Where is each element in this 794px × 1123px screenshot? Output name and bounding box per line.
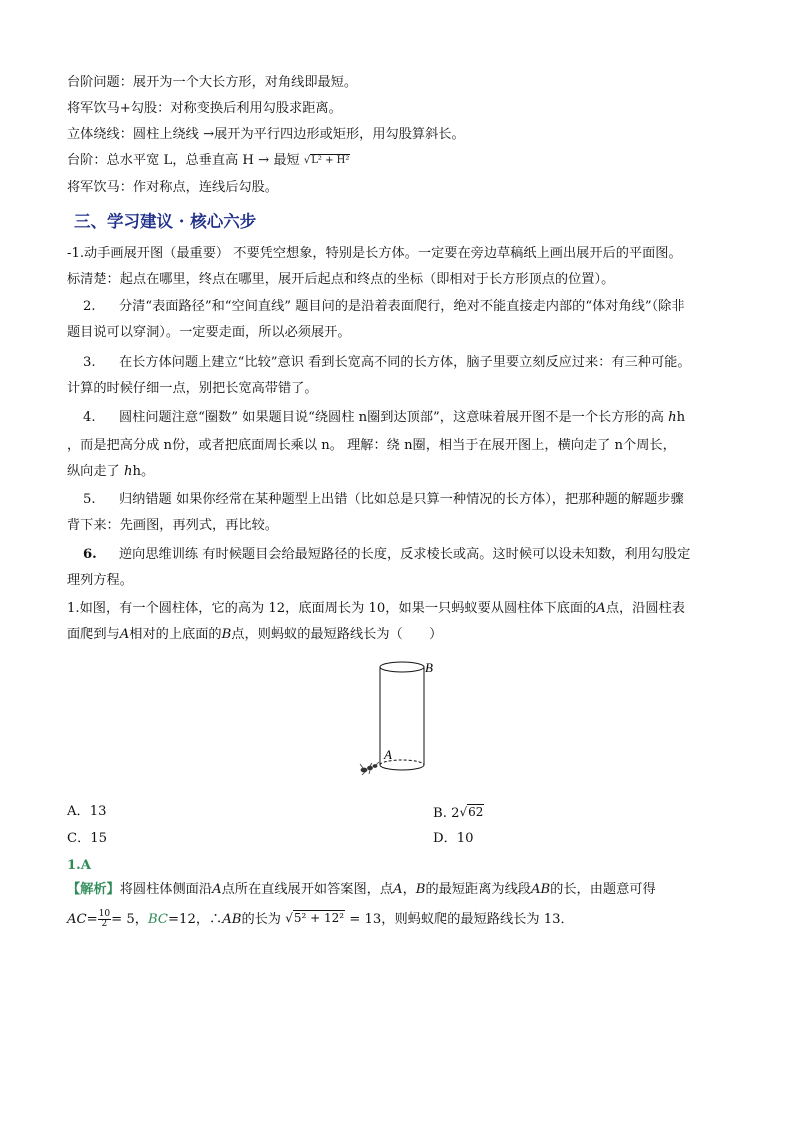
text-fragment: 点，沿圆柱表 [605,601,685,616]
sqrt-radicand: L² + H² [311,155,350,166]
text-line [67,151,727,171]
sqrt-radicand: 5² + 12² [293,911,345,925]
option-a: A．13 [67,804,107,819]
sqrt-formula: √5² + 12² [285,911,345,925]
step-4-line: ，而是把高分成 n份，或者把底面周长乘以 n。 理解：绕 n圈，相当于在展开图上，横向走了 n个周长， [67,438,676,453]
text-fragment: 点，则蚂蚁的最短路线长为（ ） [231,627,443,642]
text-fragment: = 5， [111,912,148,927]
step-4-line [67,462,727,482]
label-b: B [425,660,433,675]
text-fragment: =12，∴ [168,912,223,927]
section-title: 三、学习建议 · 核心六步 [74,212,257,231]
fraction-denominator: 2 [101,919,108,929]
step-2-line: 题目说可以穿洞）。一定要走面，所以必须展开。 [67,325,351,340]
text-fragment: ， [402,882,416,897]
text-fragment: 的长为 [241,912,281,927]
option-d: D．10 [433,831,474,846]
ant-icon [360,762,379,775]
step-5-line [83,490,743,510]
step-3-line [83,353,743,373]
sqrt-formula: √L² + H² [303,155,350,166]
step-number: 5. [83,492,96,507]
point-a: A [596,601,606,616]
step-2-line [83,297,743,317]
cylinder-figure [350,655,450,780]
step-1-line: 标清楚：起点在哪里，终点在哪里，展开后起点和终点的坐标（即相对于长方形顶点的位置）。 [67,272,615,287]
segment-ac: AC [67,912,87,927]
text-fragment: = 13，则蚂蚁爬的最短路线长为 13． [349,912,574,927]
text-line: 台阶问题：展开为一个大长方形，对角线即最短。 [67,75,358,90]
text-fragment: 的最短距离为线段 [425,882,531,897]
label-a: A [384,747,392,762]
text-fragment: h [676,410,686,425]
step-number: 6. [83,547,97,562]
variable-h: h [668,410,677,425]
text-fragment: 纵向走了 [67,464,124,479]
answer-label: 1.A [67,858,91,873]
step-number: 3. [83,355,96,370]
option-b [433,802,484,824]
text-fragment: 面爬到与 [67,627,120,642]
step-5-line: 背下来：先画图，再列式，再比较。 [67,518,278,533]
sqrt-formula: √62 [459,805,484,819]
text-line: 将军饮马：作对称点，连线后勾股。 [67,180,278,195]
analysis-line [67,880,727,900]
option-c: C．15 [67,831,108,846]
step-3-line: 计算的时候仔细一点，别把长宽高带错了。 [67,381,318,396]
text-fragment: = [86,912,98,927]
question-line [67,625,727,645]
text-line: 立体绕线：圆柱上绕线 →展开为平行四边形或矩形，用勾股算斜长。 [67,127,465,142]
cylinder-bottom-front [380,765,424,770]
question-line [67,599,727,619]
step-6-line: 理列方程。 [67,573,133,588]
text-fragment: 台阶：总水平宽 L，总垂直高 H → 最短 [67,153,300,168]
segment-ab: AB [530,882,551,897]
variable-h: h [123,464,133,479]
point-b: B [415,882,426,897]
step-number: 4. [83,410,96,425]
step-1-line: -1.动手画展开图（最重要） 不要凭空想象，特别是长方体。一定要在旁边草稿纸上画出展开后的平面图。 [67,246,682,261]
text-fragment: B. 2 [433,806,460,821]
text-fragment: 在长方体问题上建立“比较”意识 看到长宽高不同的长方体，脑子里要立刻反应过来：有三种可能。 [119,355,691,370]
segment-bc: BC [147,912,168,927]
text-fragment: 分清“表面路径”和“空间直线” 题目问的是沿着表面爬行，绝对不能直接走内部的“体对角线”（除非 [119,299,685,314]
text-fragment: 逆向思维训练 有时候题目会给最短路径的长度，反求棱长或高。这时候可以设未知数，利用勾股定 [119,547,691,562]
text-fragment: 将圆柱体侧面沿 [119,882,213,897]
fraction-numerator: 10 [98,909,111,919]
cylinder-top-ellipse [380,662,424,672]
text-fragment: 归纳错题 如果你经常在某种题型上出错（比如总是只算一种情况的长方体），把那种题的解题步骤 [119,492,684,507]
text-fragment: 点所在直线展开如答案图，点 [221,882,394,897]
point-a: A [393,882,403,897]
point-a: A [212,882,222,897]
segment-ab: AB [222,912,242,927]
step-number: 2. [83,299,96,314]
sqrt-radicand: 62 [468,805,484,819]
text-fragment: 的长，由题意可得 [550,882,656,897]
analysis-line [67,906,727,932]
analysis-tag: 【解析】 [67,882,120,897]
text-fragment: 1.如图，有一个圆柱体，它的高为 12，底面周长为 10，如果一只蚂蚁要从圆柱体下底面的 [67,601,597,616]
text-fragment: 相对的上底面的 [129,627,222,642]
fraction [98,910,111,929]
text-fragment: h。 [132,464,155,479]
text-fragment: 圆柱问题注意“圈数” 如果题目说“绕圆柱 n圈到达顶部”，这意味着展开图不是一个长方形的高 [119,410,669,425]
point-b: B [221,627,232,642]
point-a: A [119,627,130,642]
step-4-line [83,408,743,428]
text-line: 将军饮马+勾股：对称变换后利用勾股求距离。 [67,101,342,116]
step-6-line [83,545,743,565]
